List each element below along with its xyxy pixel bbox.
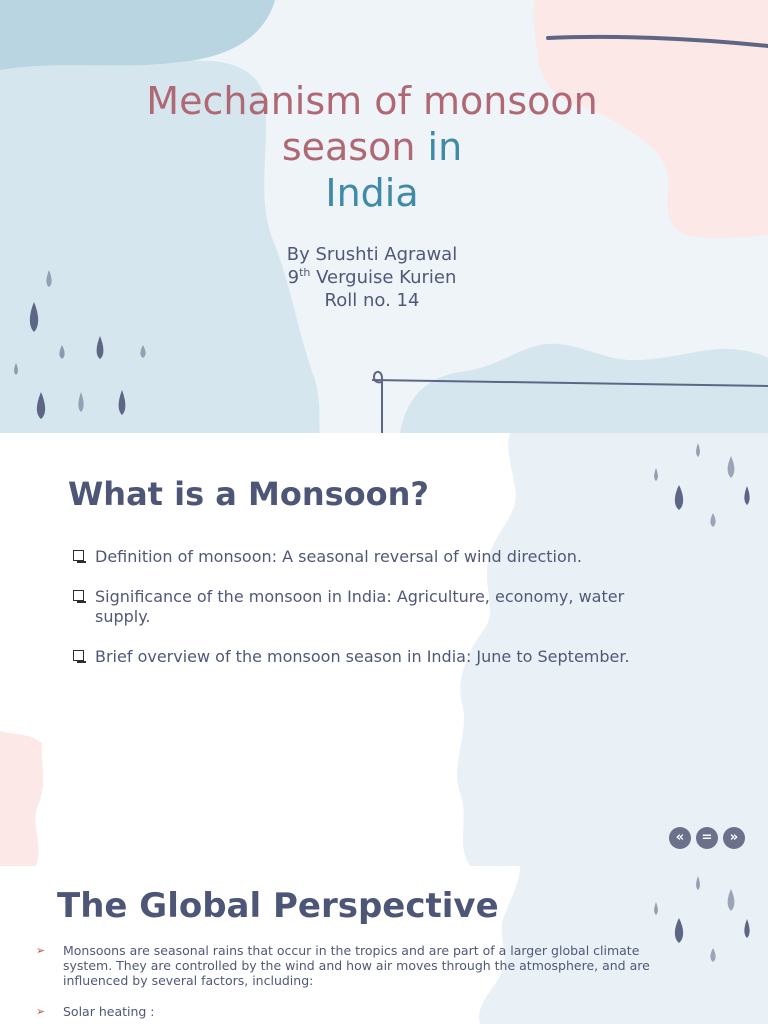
menu-icon[interactable]: = xyxy=(696,827,718,849)
list-item xyxy=(72,647,632,667)
title-slide xyxy=(0,0,768,433)
title-text: Mechanism of monsoon season xyxy=(146,79,598,169)
definition-list xyxy=(72,547,632,687)
author-name: By Srushti Agrawal xyxy=(286,244,458,265)
class-suffix: th xyxy=(299,266,311,279)
author-block xyxy=(184,243,560,312)
bullet-text: Monsoons are seasonal rains that occur in the tropics and are part of a larger global climate system. They are controlled by the wind and how air moves through the atmosphere, and are influenced by several factors, including: xyxy=(63,943,650,988)
slide-heading: The Global Perspective xyxy=(57,886,499,926)
slide-heading: What is a Monsoon? xyxy=(68,475,429,513)
arrow-bullet-icon: ➢ xyxy=(36,1005,46,1018)
bullet-text: Solar heating : xyxy=(63,1004,155,1019)
presentation-title xyxy=(134,78,610,216)
rewind-icon[interactable]: « xyxy=(669,827,691,849)
bullet-text: Definition of monsoon: A seasonal reversal of wind direction. xyxy=(95,547,582,566)
watercolor-background xyxy=(0,0,768,433)
bullet-text: Brief overview of the monsoon season in India: June to September. xyxy=(95,647,630,666)
title-accent-india: India xyxy=(325,171,419,215)
roll-number: Roll no. 14 xyxy=(324,290,420,311)
arrow-bullet-icon: ➢ xyxy=(36,944,46,957)
author-class xyxy=(184,266,560,289)
monsoon-definition-slide xyxy=(0,433,768,866)
bullet-text: Significance of the monsoon in India: Agriculture, economy, water supply. xyxy=(95,587,625,626)
fast-forward-icon[interactable]: » xyxy=(723,827,745,849)
class-name: Verguise Kurien xyxy=(310,267,457,288)
checkbox-bullet-icon xyxy=(73,550,84,561)
global-perspective-slide xyxy=(0,866,768,1024)
perspective-list xyxy=(36,943,676,1024)
list-item xyxy=(72,587,632,627)
list-item xyxy=(72,547,632,567)
list-item xyxy=(36,943,676,988)
title-accent-in: in xyxy=(427,125,463,169)
checkbox-bullet-icon xyxy=(73,590,84,601)
list-item xyxy=(36,1004,676,1019)
class-number: 9 xyxy=(287,267,300,288)
checkbox-bullet-icon xyxy=(73,650,84,661)
